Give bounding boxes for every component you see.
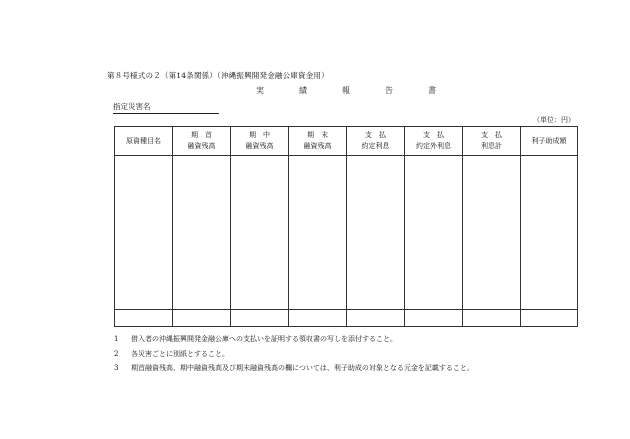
header-label-line2: 約定利息 [361, 142, 390, 150]
cell-opening-balance[interactable] [173, 156, 231, 310]
cell-noncontract-interest[interactable] [405, 156, 463, 310]
table-total-row [115, 310, 578, 327]
header-label-line1: 支 払 [481, 131, 502, 139]
total-cell[interactable] [289, 310, 347, 327]
title-char: 実 [256, 86, 264, 95]
header-label-line1: 支 払 [365, 131, 386, 139]
header-label-line1: 期 中 [249, 131, 270, 139]
header-funding-type [115, 127, 173, 156]
header-interest-total [463, 127, 521, 156]
cell-interest-total[interactable] [463, 156, 521, 310]
header-closing-balance [289, 127, 347, 156]
total-cell[interactable] [173, 310, 231, 327]
title-char: 書 [428, 86, 436, 95]
header-interest-subsidy [521, 127, 578, 156]
designated-disaster-field[interactable] [113, 101, 219, 114]
note-number: 2 [114, 350, 119, 358]
note-text: 期首融資残高、期中融資残高及び期末融資残高の欄については、利子助成の対象となる元金を記載すること。 [131, 364, 474, 372]
note-item [114, 334, 397, 344]
cell-contract-interest[interactable] [347, 156, 405, 310]
header-label-line1: 期 末 [307, 131, 328, 139]
header-contract-interest [347, 127, 405, 156]
header-label-line1: 支 払 [423, 131, 444, 139]
form-number-label: 第８号様式の２（第14条関係）（沖縄振興開発金融公庫資金用） [107, 71, 329, 80]
cell-midterm-balance[interactable] [231, 156, 289, 310]
total-cell[interactable] [521, 310, 578, 327]
note-item [114, 363, 474, 373]
header-noncontract-interest [405, 127, 463, 156]
note-text: 各災害ごとに別紙とすること。 [131, 350, 229, 358]
report-table [114, 126, 578, 327]
total-cell[interactable] [463, 310, 521, 327]
cell-closing-balance[interactable] [289, 156, 347, 310]
cell-funding-type[interactable] [115, 156, 173, 310]
header-label-line2: 融資残高 [187, 142, 216, 150]
total-cell[interactable] [115, 310, 173, 327]
note-number: 3 [114, 364, 119, 372]
total-cell[interactable] [231, 310, 289, 327]
table-header-row [115, 127, 578, 156]
header-label-line2: 融資残高 [245, 142, 274, 150]
header-label: 原資種目名 [126, 137, 161, 145]
title-char: 報 [342, 86, 350, 95]
header-label-line2: 融資残高 [303, 142, 332, 150]
header-label-line1: 期 首 [191, 131, 212, 139]
note-number: 1 [114, 335, 119, 343]
table-row [115, 156, 578, 310]
document-title [256, 85, 436, 96]
note-item [114, 349, 229, 359]
title-char: 績 [299, 86, 307, 95]
total-cell[interactable] [405, 310, 463, 327]
header-opening-balance [173, 127, 231, 156]
cell-interest-subsidy[interactable] [521, 156, 578, 310]
note-text: 借入者の沖縄振興開発金融公庫への支払いを証明する領収書の写しを添付すること。 [131, 335, 397, 343]
header-label: 利子助成額 [531, 137, 567, 145]
header-midterm-balance [231, 127, 289, 156]
total-cell[interactable] [347, 310, 405, 327]
unit-label: （単位：円） [533, 116, 575, 124]
header-label-line2: 約定外利息 [416, 142, 451, 150]
designated-disaster-label: 指定災害名 [113, 102, 151, 111]
header-label-line2: 利息計 [481, 142, 502, 150]
title-char: 告 [385, 86, 393, 95]
